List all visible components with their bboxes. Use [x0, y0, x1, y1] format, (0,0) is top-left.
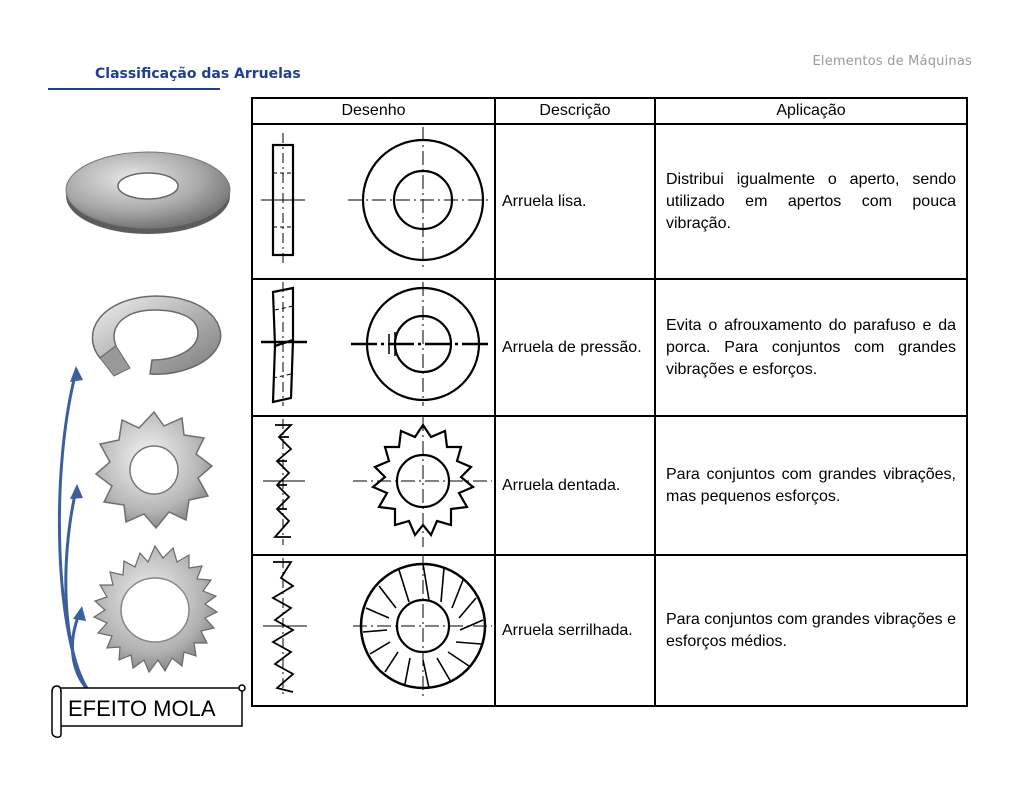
plain-washer-photo [62, 148, 234, 238]
spring-effect-text: EFEITO MOLA [68, 696, 216, 721]
toothed-washer-photo [84, 405, 224, 535]
table-row [252, 124, 967, 279]
application-cell: Distribui igualmente o aperto, sendo utilizado em apertos com pouca vibração. [655, 124, 967, 279]
plain-washer-drawing [252, 124, 495, 279]
description-cell: Arruela lisa. [495, 124, 655, 279]
application-cell: Evita o afrouxamento do parafuso e da porca. Para conjuntos com grandes vibrações e esforços. [655, 279, 967, 416]
spring-effect-label [48, 682, 248, 738]
page-title: Classificação das Arruelas [95, 66, 301, 82]
serrated-washer-drawing [252, 555, 495, 706]
table-row [252, 279, 967, 416]
column-header-aplicacao: Aplicação [655, 98, 967, 124]
course-header: Elementos de Máquinas [812, 54, 972, 69]
table-row [252, 555, 967, 706]
application-cell: Para conjuntos com grandes vibrações, mas pequenos esforços. [655, 416, 967, 555]
toothed-washer-drawing [252, 416, 495, 555]
lock-washer-photo [80, 288, 230, 383]
title-underline [48, 88, 220, 90]
description-cell: Arruela dentada. [495, 416, 655, 555]
description-cell: Arruela de pressão. [495, 279, 655, 416]
description-cell: Arruela serrilhada. [495, 555, 655, 706]
serrated-washer-photo [80, 540, 230, 680]
column-header-desenho: Desenho [252, 98, 495, 124]
lock-washer-drawing [252, 279, 495, 416]
application-cell: Para conjuntos com grandes vibrações e esforços médios. [655, 555, 967, 706]
column-header-descricao: Descrição [495, 98, 655, 124]
table-row [252, 416, 967, 555]
washer-classification-table [251, 97, 966, 683]
table-header-row [252, 98, 967, 124]
